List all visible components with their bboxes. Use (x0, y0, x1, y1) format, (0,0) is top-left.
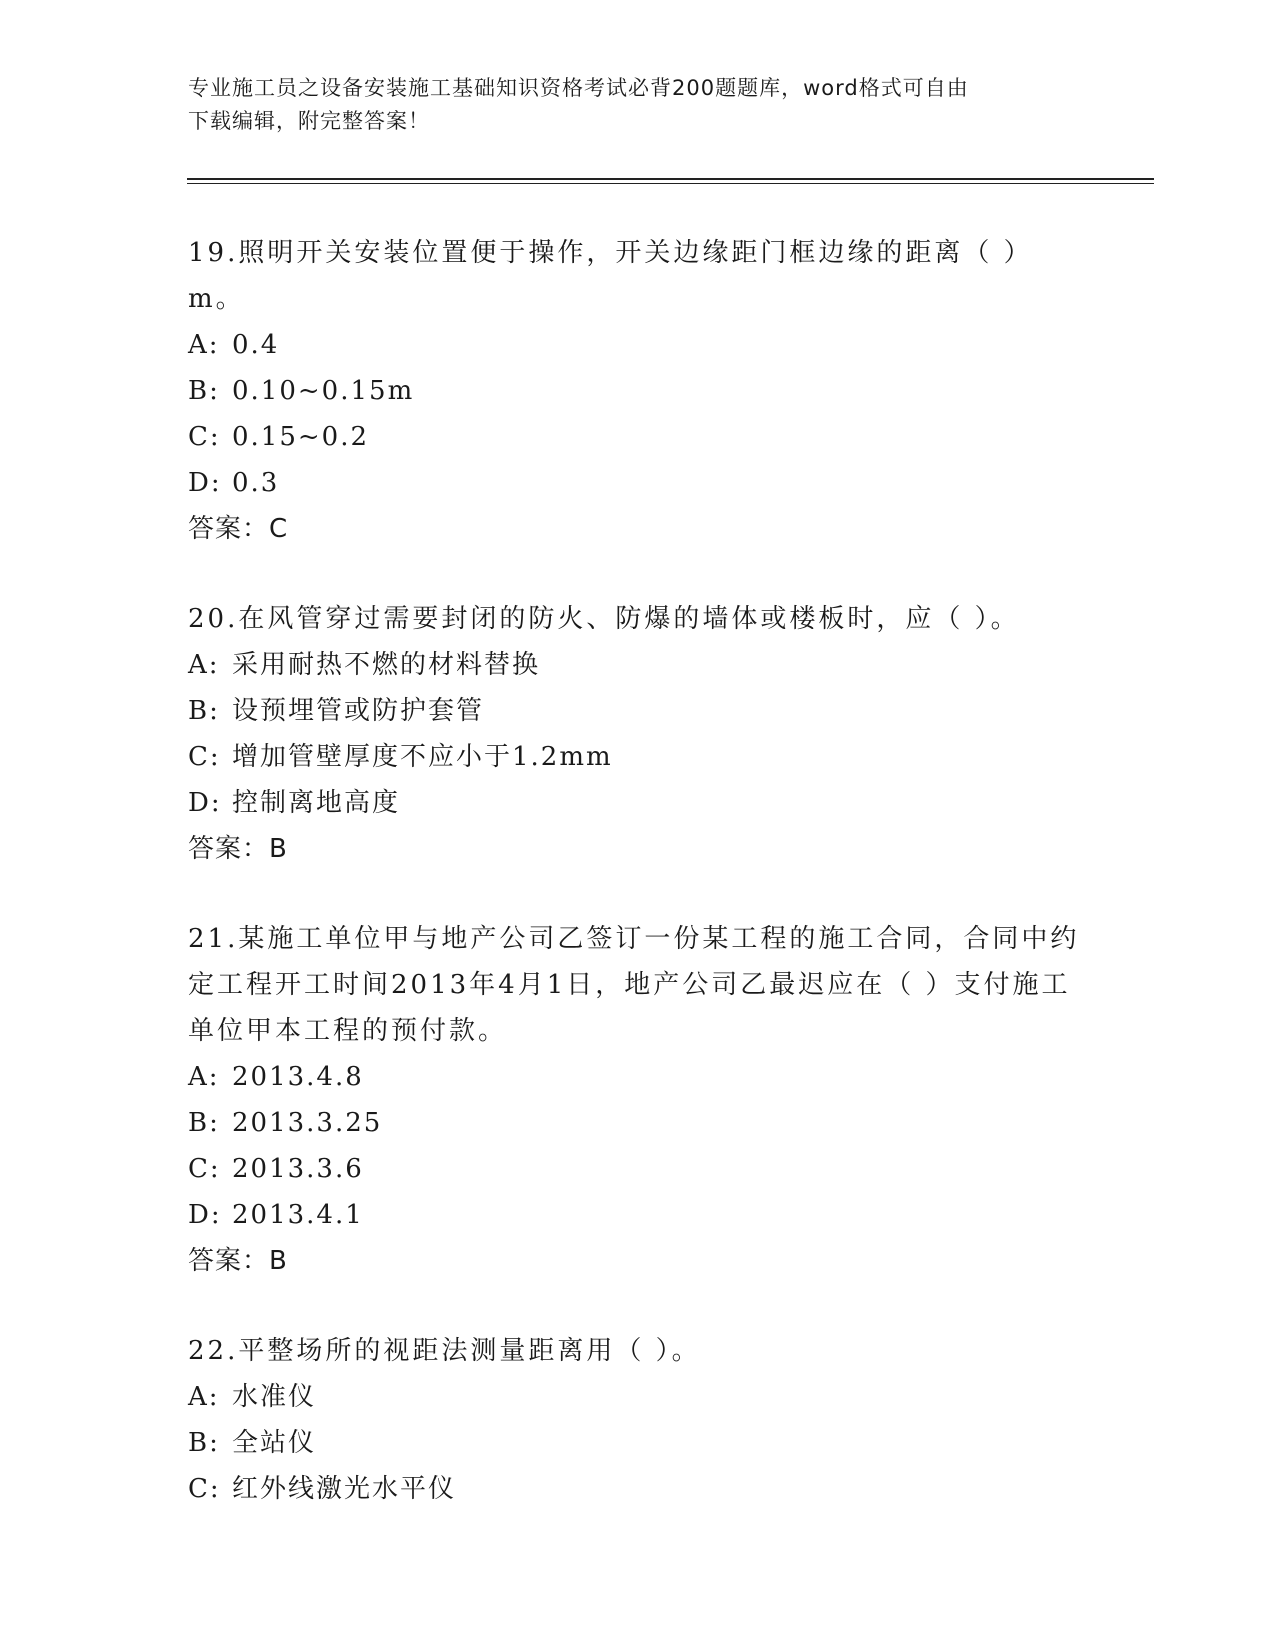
option-c (188, 1146, 1088, 1192)
question-text: 19.照明开关安装位置便于操作，开关边缘距门框边缘的距离（ ）m。 (188, 238, 1033, 314)
header-line-1: 专业施工员之设备安装施工基础知识资格考试必背200题题库，word格式可自由 (188, 76, 969, 100)
question-list (188, 230, 1088, 1556)
option-text: 采用耐热不燃的材料替换 (232, 650, 541, 680)
option-letter: B: (188, 376, 220, 406)
option-letter: C: (188, 422, 221, 452)
option-b (188, 1420, 1088, 1466)
option-text: 0.10~0.15m (232, 376, 415, 406)
option-c (188, 1466, 1088, 1512)
option-c (188, 414, 1088, 460)
question-text: 20.在风管穿过需要封闭的防火、防爆的墙体或楼板时，应（ ）。 (188, 604, 1020, 634)
header-divider-thin (187, 183, 1154, 184)
option-a (188, 1054, 1088, 1100)
option-letter: A: (188, 1382, 220, 1412)
option-text: 2013.3.6 (232, 1154, 364, 1184)
option-text: 全站仪 (232, 1428, 317, 1458)
question-text: 22.平整场所的视距法测量距离用（ ）。 (188, 1336, 701, 1366)
answer-text: 答案：C (188, 514, 289, 544)
option-text: 0.3 (232, 468, 280, 498)
option-letter: D: (188, 788, 222, 818)
answer-text: 答案：B (188, 834, 288, 864)
option-letter: A: (188, 330, 220, 360)
option-letter: B: (188, 1108, 220, 1138)
document-header (188, 72, 1088, 138)
option-a (188, 1374, 1088, 1420)
option-text: 红外线激光水平仪 (232, 1474, 457, 1504)
option-b (188, 688, 1088, 734)
option-letter: B: (188, 696, 220, 726)
option-d (188, 1192, 1088, 1238)
option-text: 0.15~0.2 (232, 422, 370, 452)
option-letter: C: (188, 1474, 221, 1504)
option-c (188, 734, 1088, 780)
option-a (188, 642, 1088, 688)
option-text: 2013.4.8 (232, 1062, 364, 1092)
option-letter: D: (188, 468, 222, 498)
option-b (188, 368, 1088, 414)
option-text: 增加管壁厚度不应小于1.2mm (232, 742, 613, 772)
option-letter: A: (188, 1062, 220, 1092)
option-d (188, 780, 1088, 826)
header-divider-thick (187, 178, 1154, 180)
answer-text: 答案：B (188, 1246, 288, 1276)
option-letter: D: (188, 1200, 222, 1230)
option-letter: C: (188, 742, 221, 772)
option-b (188, 1100, 1088, 1146)
question-22 (188, 1328, 1088, 1512)
option-text: 设预埋管或防护套管 (232, 696, 485, 726)
option-d (188, 460, 1088, 506)
option-letter: B: (188, 1428, 220, 1458)
option-text: 0.4 (232, 330, 280, 360)
header-line-2: 下载编辑，附完整答案！ (188, 109, 430, 133)
question-20 (188, 596, 1088, 872)
option-text: 2013.3.25 (232, 1108, 383, 1138)
option-text: 2013.4.1 (232, 1200, 364, 1230)
option-a (188, 322, 1088, 368)
option-letter: C: (188, 1154, 221, 1184)
question-text: 21.某施工单位甲与地产公司乙签订一份某工程的施工合同，合同中约定工程开工时间2013年4月1日，地产公司乙最迟应在（ ）支付施工单位甲本工程的预付款。 (188, 924, 1080, 1046)
option-letter: A: (188, 650, 220, 680)
option-text: 控制离地高度 (232, 788, 401, 818)
question-21 (188, 916, 1088, 1284)
option-text: 水准仪 (232, 1382, 317, 1412)
question-19 (188, 230, 1088, 552)
